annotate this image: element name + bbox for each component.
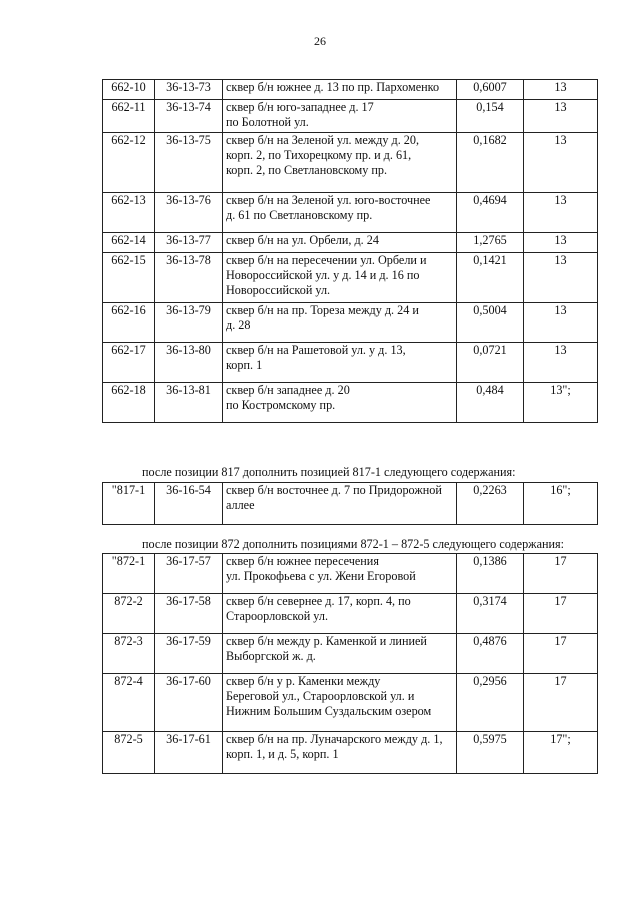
district-number: 17"; xyxy=(524,732,598,774)
table-section-662 xyxy=(102,79,598,423)
table-row xyxy=(103,253,598,303)
object-description: сквер б/н на пересечении ул. Орбели и Новороссийской ул. у д. 14 и д. 16 по Новороссийской ул. xyxy=(223,253,457,303)
area-value: 0,5975 xyxy=(457,732,524,774)
district-number: 13 xyxy=(524,100,598,133)
table-row xyxy=(103,383,598,423)
table-row xyxy=(103,483,598,525)
position-number: "872-1 xyxy=(103,554,155,594)
district-number: 16"; xyxy=(524,483,598,525)
area-value: 0,2956 xyxy=(457,674,524,732)
table-row xyxy=(103,193,598,233)
area-value: 0,2263 xyxy=(457,483,524,525)
position-number: 662-16 xyxy=(103,303,155,343)
object-description: сквер б/н севернее д. 17, корп. 4, по Староорловской ул. xyxy=(223,594,457,634)
position-number: 872-2 xyxy=(103,594,155,634)
object-code: 36-17-57 xyxy=(155,554,223,594)
district-number: 13 xyxy=(524,233,598,253)
object-description: сквер б/н между р. Каменкой и линией Выборгской ж. д. xyxy=(223,634,457,674)
object-code: 36-13-79 xyxy=(155,303,223,343)
position-number: 662-12 xyxy=(103,133,155,193)
object-code: 36-13-77 xyxy=(155,233,223,253)
object-code: 36-13-80 xyxy=(155,343,223,383)
district-number: 17 xyxy=(524,634,598,674)
district-number: 17 xyxy=(524,554,598,594)
position-number: 662-13 xyxy=(103,193,155,233)
table-row xyxy=(103,233,598,253)
object-code: 36-17-61 xyxy=(155,732,223,774)
district-number: 17 xyxy=(524,674,598,732)
area-value: 0,1421 xyxy=(457,253,524,303)
object-description: сквер б/н на Зеленой ул. юго-восточнее д. 61 по Светлановскому пр. xyxy=(223,193,457,233)
area-value: 0,5004 xyxy=(457,303,524,343)
area-value: 0,0721 xyxy=(457,343,524,383)
area-value: 1,2765 xyxy=(457,233,524,253)
area-value: 0,484 xyxy=(457,383,524,423)
position-number: 662-17 xyxy=(103,343,155,383)
page-number: 26 xyxy=(314,34,326,48)
table-row xyxy=(103,343,598,383)
object-code: 36-13-78 xyxy=(155,253,223,303)
table-row xyxy=(103,100,598,133)
object-description: сквер б/н у р. Каменки между Береговой ул., Староорловской ул. и Нижним Большим Суздальским озером xyxy=(223,674,457,732)
position-number: 872-4 xyxy=(103,674,155,732)
area-value: 0,4876 xyxy=(457,634,524,674)
district-number: 13 xyxy=(524,133,598,193)
area-value: 0,3174 xyxy=(457,594,524,634)
area-value: 0,154 xyxy=(457,100,524,133)
object-description: сквер б/н восточнее д. 7 по Придорожной аллее xyxy=(223,483,457,525)
object-description: сквер б/н на Рашетовой ул. у д. 13, корп. 1 xyxy=(223,343,457,383)
table-section-872 xyxy=(102,553,598,774)
district-number: 13 xyxy=(524,193,598,233)
object-description: сквер б/н на пр. Тореза между д. 24 и д. 28 xyxy=(223,303,457,343)
table-row xyxy=(103,303,598,343)
position-number: 662-18 xyxy=(103,383,155,423)
area-value: 0,1386 xyxy=(457,554,524,594)
area-value: 0,6007 xyxy=(457,80,524,100)
amendment-note-872: после позиции 872 дополнить позициями 872-1 – 872-5 следующего содержания: xyxy=(142,537,565,551)
table-row xyxy=(103,674,598,732)
table-row xyxy=(103,80,598,100)
object-code: 36-13-75 xyxy=(155,133,223,193)
object-description: сквер б/н на Зеленой ул. между д. 20, корп. 2, по Тихорецкому пр. и д. 61, корп. 2, по Светлановскому пр. xyxy=(223,133,457,193)
area-value: 0,4694 xyxy=(457,193,524,233)
object-description: сквер б/н южнее д. 13 по пр. Пархоменко xyxy=(223,80,457,100)
object-description: сквер б/н на пр. Луначарского между д. 1, корп. 1, и д. 5, корп. 1 xyxy=(223,732,457,774)
district-number: 13 xyxy=(524,343,598,383)
position-number: 662-15 xyxy=(103,253,155,303)
district-number: 13 xyxy=(524,80,598,100)
position-number: 662-10 xyxy=(103,80,155,100)
object-description: сквер б/н юго-западнее д. 17 по Болотной ул. xyxy=(223,100,457,133)
district-number: 13 xyxy=(524,303,598,343)
object-code: 36-13-76 xyxy=(155,193,223,233)
object-code: 36-17-59 xyxy=(155,634,223,674)
object-code: 36-13-73 xyxy=(155,80,223,100)
table-row xyxy=(103,594,598,634)
object-code: 36-17-58 xyxy=(155,594,223,634)
table-section-817 xyxy=(102,482,598,525)
object-code: 36-16-54 xyxy=(155,483,223,525)
object-code: 36-13-81 xyxy=(155,383,223,423)
table-row xyxy=(103,133,598,193)
position-number: 662-11 xyxy=(103,100,155,133)
object-description: сквер б/н западнее д. 20 по Костромскому пр. xyxy=(223,383,457,423)
table-row xyxy=(103,634,598,674)
position-number: "817-1 xyxy=(103,483,155,525)
district-number: 17 xyxy=(524,594,598,634)
district-number: 13 xyxy=(524,253,598,303)
object-description: сквер б/н южнее пересечения ул. Прокофьева с ул. Жени Егоровой xyxy=(223,554,457,594)
district-number: 13"; xyxy=(524,383,598,423)
position-number: 872-3 xyxy=(103,634,155,674)
table-row xyxy=(103,554,598,594)
amendment-note-817: после позиции 817 дополнить позицией 817-1 следующего содержания: xyxy=(142,465,516,479)
position-number: 662-14 xyxy=(103,233,155,253)
object-code: 36-13-74 xyxy=(155,100,223,133)
table-row xyxy=(103,732,598,774)
object-description: сквер б/н на ул. Орбели, д. 24 xyxy=(223,233,457,253)
object-code: 36-17-60 xyxy=(155,674,223,732)
position-number: 872-5 xyxy=(103,732,155,774)
area-value: 0,1682 xyxy=(457,133,524,193)
